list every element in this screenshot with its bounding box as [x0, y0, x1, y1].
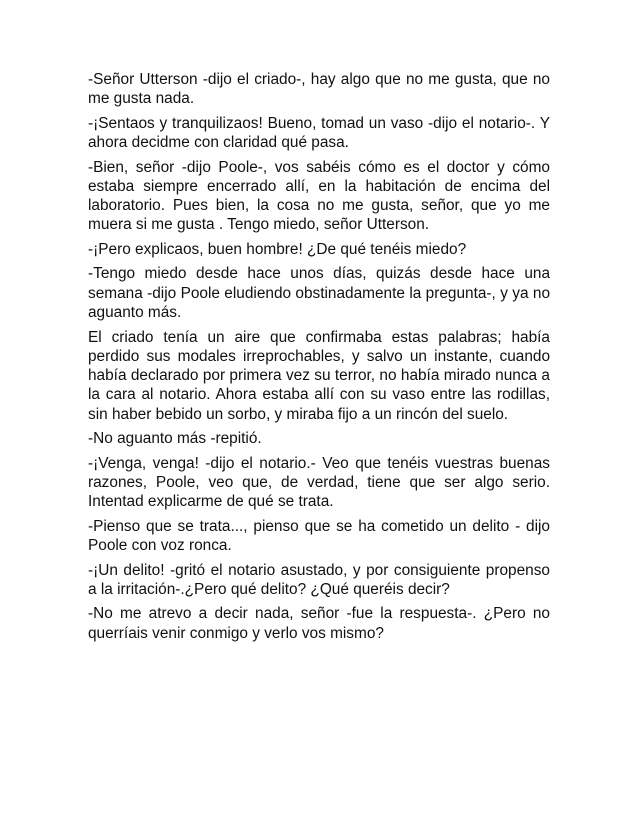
paragraph: -¡Venga, venga! -dijo el notario.- Veo que tenéis vuestras buenas razones, Poole, veo que, de verdad, tiene que ser algo serio. Intentad explicarme de qué se trata. [88, 454, 550, 511]
paragraph: -Señor Utterson -dijo el criado-, hay algo que no me gusta, que no me gusta nada. [88, 71, 550, 108]
paragraph: -¡Pero explicaos, buen hombre! ¿De qué tenéis miedo? [88, 240, 467, 258]
paragraph: -No aguanto más -repitió. [88, 430, 262, 448]
paragraph: -¡Sentaos y tranquilizaos! Bueno, tomad un vaso -dijo el notario-. Y ahora decidme con claridad qué pasa. [88, 114, 550, 152]
paragraph: -Bien, señor -dijo Poole-, vos sabéis cómo es el doctor y cómo estaba siempre encerrado allí, en la habitación de encima del laboratorio. Pues bien, la cosa no me gusta, señor, que yo me muera si me gusta . Tengo miedo, señor Utterson. [88, 158, 550, 234]
document-page [88, 70, 550, 648]
paragraph: -No me atrevo a decir nada, señor -fue la respuesta-. ¿Pero no querríais venir conmigo y verlo vos mismo? [88, 605, 550, 642]
paragraph: -¡Un delito! -gritó el notario asustado, y por consiguiente propenso a la irritación-.¿Pero qué delito? ¿Qué queréis decir? [88, 561, 550, 598]
paragraph: -Pienso que se trata..., pienso que se ha cometido un delito - dijo Poole con voz ronca. [88, 517, 550, 555]
paragraph: El criado tenía un aire que confirmaba estas palabras; había perdido sus modales irreprochables, y salvo un instante, cuando había declarado por primera vez su terror, no había mirado nunca a la cara al notario. Ahora estaba allí con su vaso entre las rodillas, sin haber bebido un sorbo, y miraba fijo a un rincón del suelo. [88, 328, 550, 423]
paragraph: -Tengo miedo desde hace unos días, quizás desde hace una semana -dijo Poole eludiendo obstinadamente la pregunta-, y ya no aguanto más. [88, 265, 550, 322]
